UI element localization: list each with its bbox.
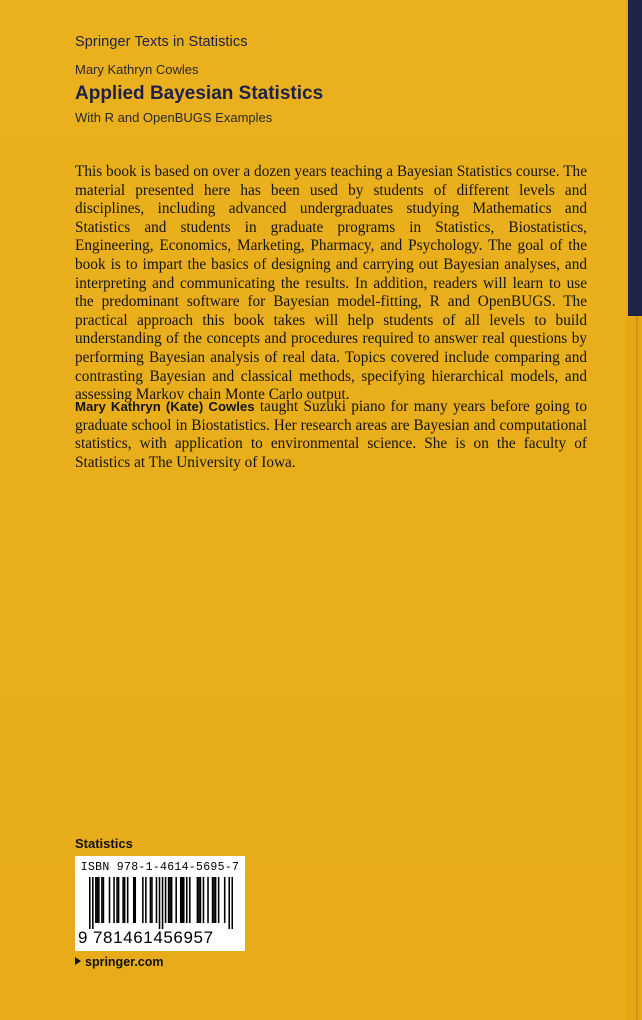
- barcode-bar: [213, 877, 215, 923]
- arrow-icon: [75, 957, 81, 965]
- barcode-bar: [168, 877, 170, 923]
- barcode-bar: [113, 877, 115, 923]
- barcode-bar: [95, 877, 97, 923]
- barcode-bar: [101, 877, 103, 923]
- barcode-bar: [212, 877, 214, 923]
- barcode-bar: [89, 877, 91, 929]
- barcode-bar: [118, 877, 120, 923]
- website-label: springer.com: [85, 955, 164, 969]
- book-description: This book is based on over a dozen years teaching a Bayesian Statistics course. The material presented here has been used by students of different levels and disciplines, including advanced undergraduates studying Mathematics and Statistics and students in graduate programs in Statistics, Biostatistics, Engineering, Economics, Marketing, Pharmacy, and Psychology. The goal of the book is to impart the basics of designing and carrying out Bayesian analyses, and interpreting and communicating the results. In addition, readers will learn to use the predominant software for Bayesian model-fitting, R and OpenBUGS. The practical approach this book takes will help students of all levels to build understanding of the concepts and procedures required to answer real questions by performing Bayesian analysis of real data. Topics covered include comparing and contrasting Bayesian and classical methods, specifying hierarchical models, and assessing Markov chain Monte Carlo output.: [75, 163, 587, 404]
- barcode-bar: [162, 877, 164, 929]
- barcode-bar: [165, 877, 167, 923]
- barcode-bar: [145, 877, 147, 923]
- barcode-bar: [215, 877, 217, 923]
- barcode-bar: [92, 877, 94, 929]
- barcode-bar: [151, 877, 153, 923]
- book-subtitle: With R and OpenBUGS Examples: [75, 110, 273, 125]
- barcode-bar: [180, 877, 182, 923]
- barcode-bar: [181, 877, 183, 923]
- barcode-bar: [231, 877, 233, 929]
- barcode-bar: [109, 877, 111, 923]
- barcode-bar: [122, 877, 124, 923]
- barcode-number: 781461456957: [93, 928, 214, 947]
- barcode-bar: [171, 877, 173, 923]
- isbn-barcode: [75, 856, 245, 951]
- series-name: Springer Texts in Statistics: [75, 34, 248, 50]
- barcode-bar: [134, 877, 136, 923]
- barcode-bars: [89, 877, 233, 929]
- barcode-bar: [183, 877, 185, 923]
- barcode-lead-digit: 9: [78, 928, 89, 947]
- barcode-bar: [150, 877, 152, 923]
- barcode-bar: [228, 877, 230, 929]
- barcode-bar: [186, 877, 188, 923]
- spine-dark-block: [628, 0, 642, 316]
- barcode-bar: [103, 877, 105, 923]
- website-link[interactable]: [75, 955, 164, 969]
- barcode-bar: [175, 877, 177, 923]
- barcode-bar: [127, 877, 129, 923]
- barcode-bar: [218, 877, 220, 923]
- barcode-bar: [97, 877, 99, 923]
- barcode-bar: [133, 877, 135, 923]
- barcode-bar: [169, 877, 171, 923]
- barcode-bar: [189, 877, 191, 923]
- barcode-bar: [224, 877, 226, 923]
- barcode-bar: [197, 877, 199, 923]
- author-name: Mary Kathryn Cowles: [75, 62, 199, 77]
- isbn-label: ISBN 978-1-4614-5695-7: [80, 861, 240, 874]
- barcode-bar: [200, 877, 202, 923]
- barcode-bar: [156, 877, 158, 923]
- book-title: Applied Bayesian Statistics: [75, 83, 324, 104]
- subject-category: Statistics: [75, 836, 133, 851]
- barcode-bar: [142, 877, 144, 923]
- spine-line: [636, 316, 638, 1020]
- barcode-bar: [116, 877, 118, 923]
- barcode-bar: [198, 877, 200, 923]
- barcode-bar: [98, 877, 100, 923]
- barcode-bar: [203, 877, 205, 923]
- author-bio: [75, 398, 587, 472]
- barcode-bar: [124, 877, 126, 923]
- author-bio-name: Mary Kathryn (Kate) Cowles: [75, 399, 255, 414]
- barcode-bar: [159, 877, 161, 929]
- barcode-bar: [207, 877, 209, 923]
- author-bio-text: taught Suzuki piano for many years before going to graduate school in Biostatistics. Her research areas are Bayesian and computational statistics, with application to environmental science. She is on the faculty of Statistics at The University of Iowa.: [75, 398, 588, 471]
